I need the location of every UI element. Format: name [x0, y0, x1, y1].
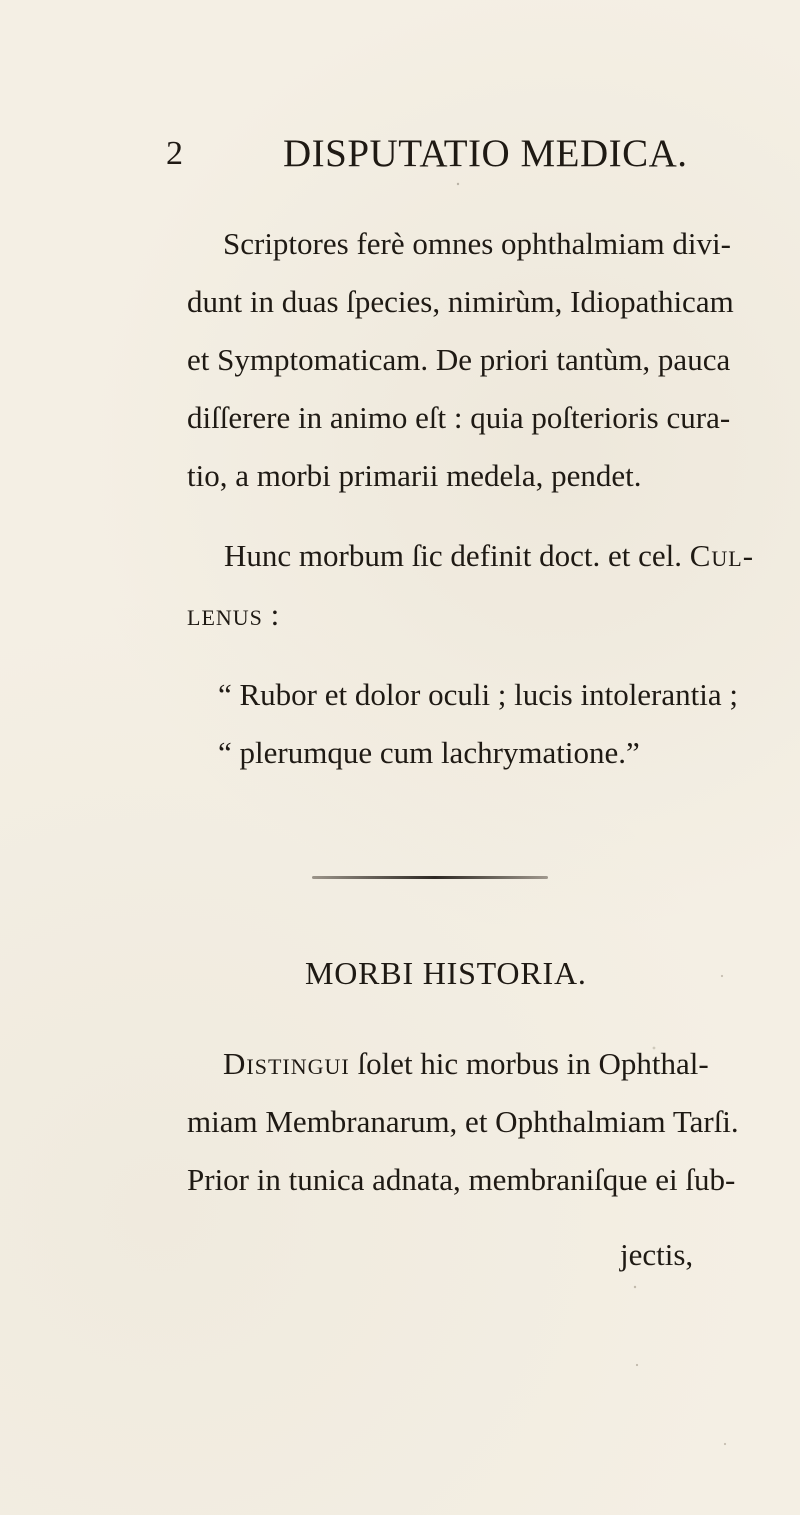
author-name-line — [187, 599, 279, 630]
author-name-punctuation: : — [262, 597, 280, 632]
running-head: DISPUTATIO MEDICA. — [283, 132, 688, 175]
paragraph-line: Prior in tunica adnata, membraniſque ei ſub- — [187, 1162, 736, 1197]
paragraph-line: tio, a morbi primarii medela, pendet. — [187, 458, 642, 493]
paragraph-line: diſſerere in animo eſt : quia poſterioris cura- — [187, 400, 731, 435]
paragraph-line: Scriptores ferè omnes ophthalmiam divi- — [223, 226, 731, 261]
paragraph-line-rest: ſolet hic morbus in Ophthal- — [349, 1046, 709, 1081]
paragraph-line — [223, 1048, 709, 1079]
author-name-end: lenus — [187, 597, 263, 632]
author-name-start: Cul- — [689, 538, 755, 573]
section-title: MORBI HISTORIA. — [305, 955, 587, 991]
definition-intro-line — [224, 540, 754, 571]
catchword: jectis, — [620, 1237, 694, 1272]
opening-word: Distingui — [223, 1046, 350, 1081]
paragraph-line: miam Membranarum, et Ophthalmiam Tarſi. — [187, 1104, 739, 1139]
page-number: 2 — [166, 135, 183, 172]
paragraph-line: et Symptomaticam. De priori tantùm, pauca — [187, 342, 731, 377]
quotation-line: “ Rubor et dolor oculi ; lucis intolerantia ; — [218, 677, 738, 712]
section-divider — [312, 876, 548, 879]
quotation-line: “ plerumque cum lachrymatione.” — [218, 735, 640, 770]
paragraph-line: dunt in duas ſpecies, nimirùm, Idiopathicam — [187, 284, 734, 319]
definition-intro-text: Hunc morbum ſic definit doct. et cel. — [224, 538, 682, 573]
